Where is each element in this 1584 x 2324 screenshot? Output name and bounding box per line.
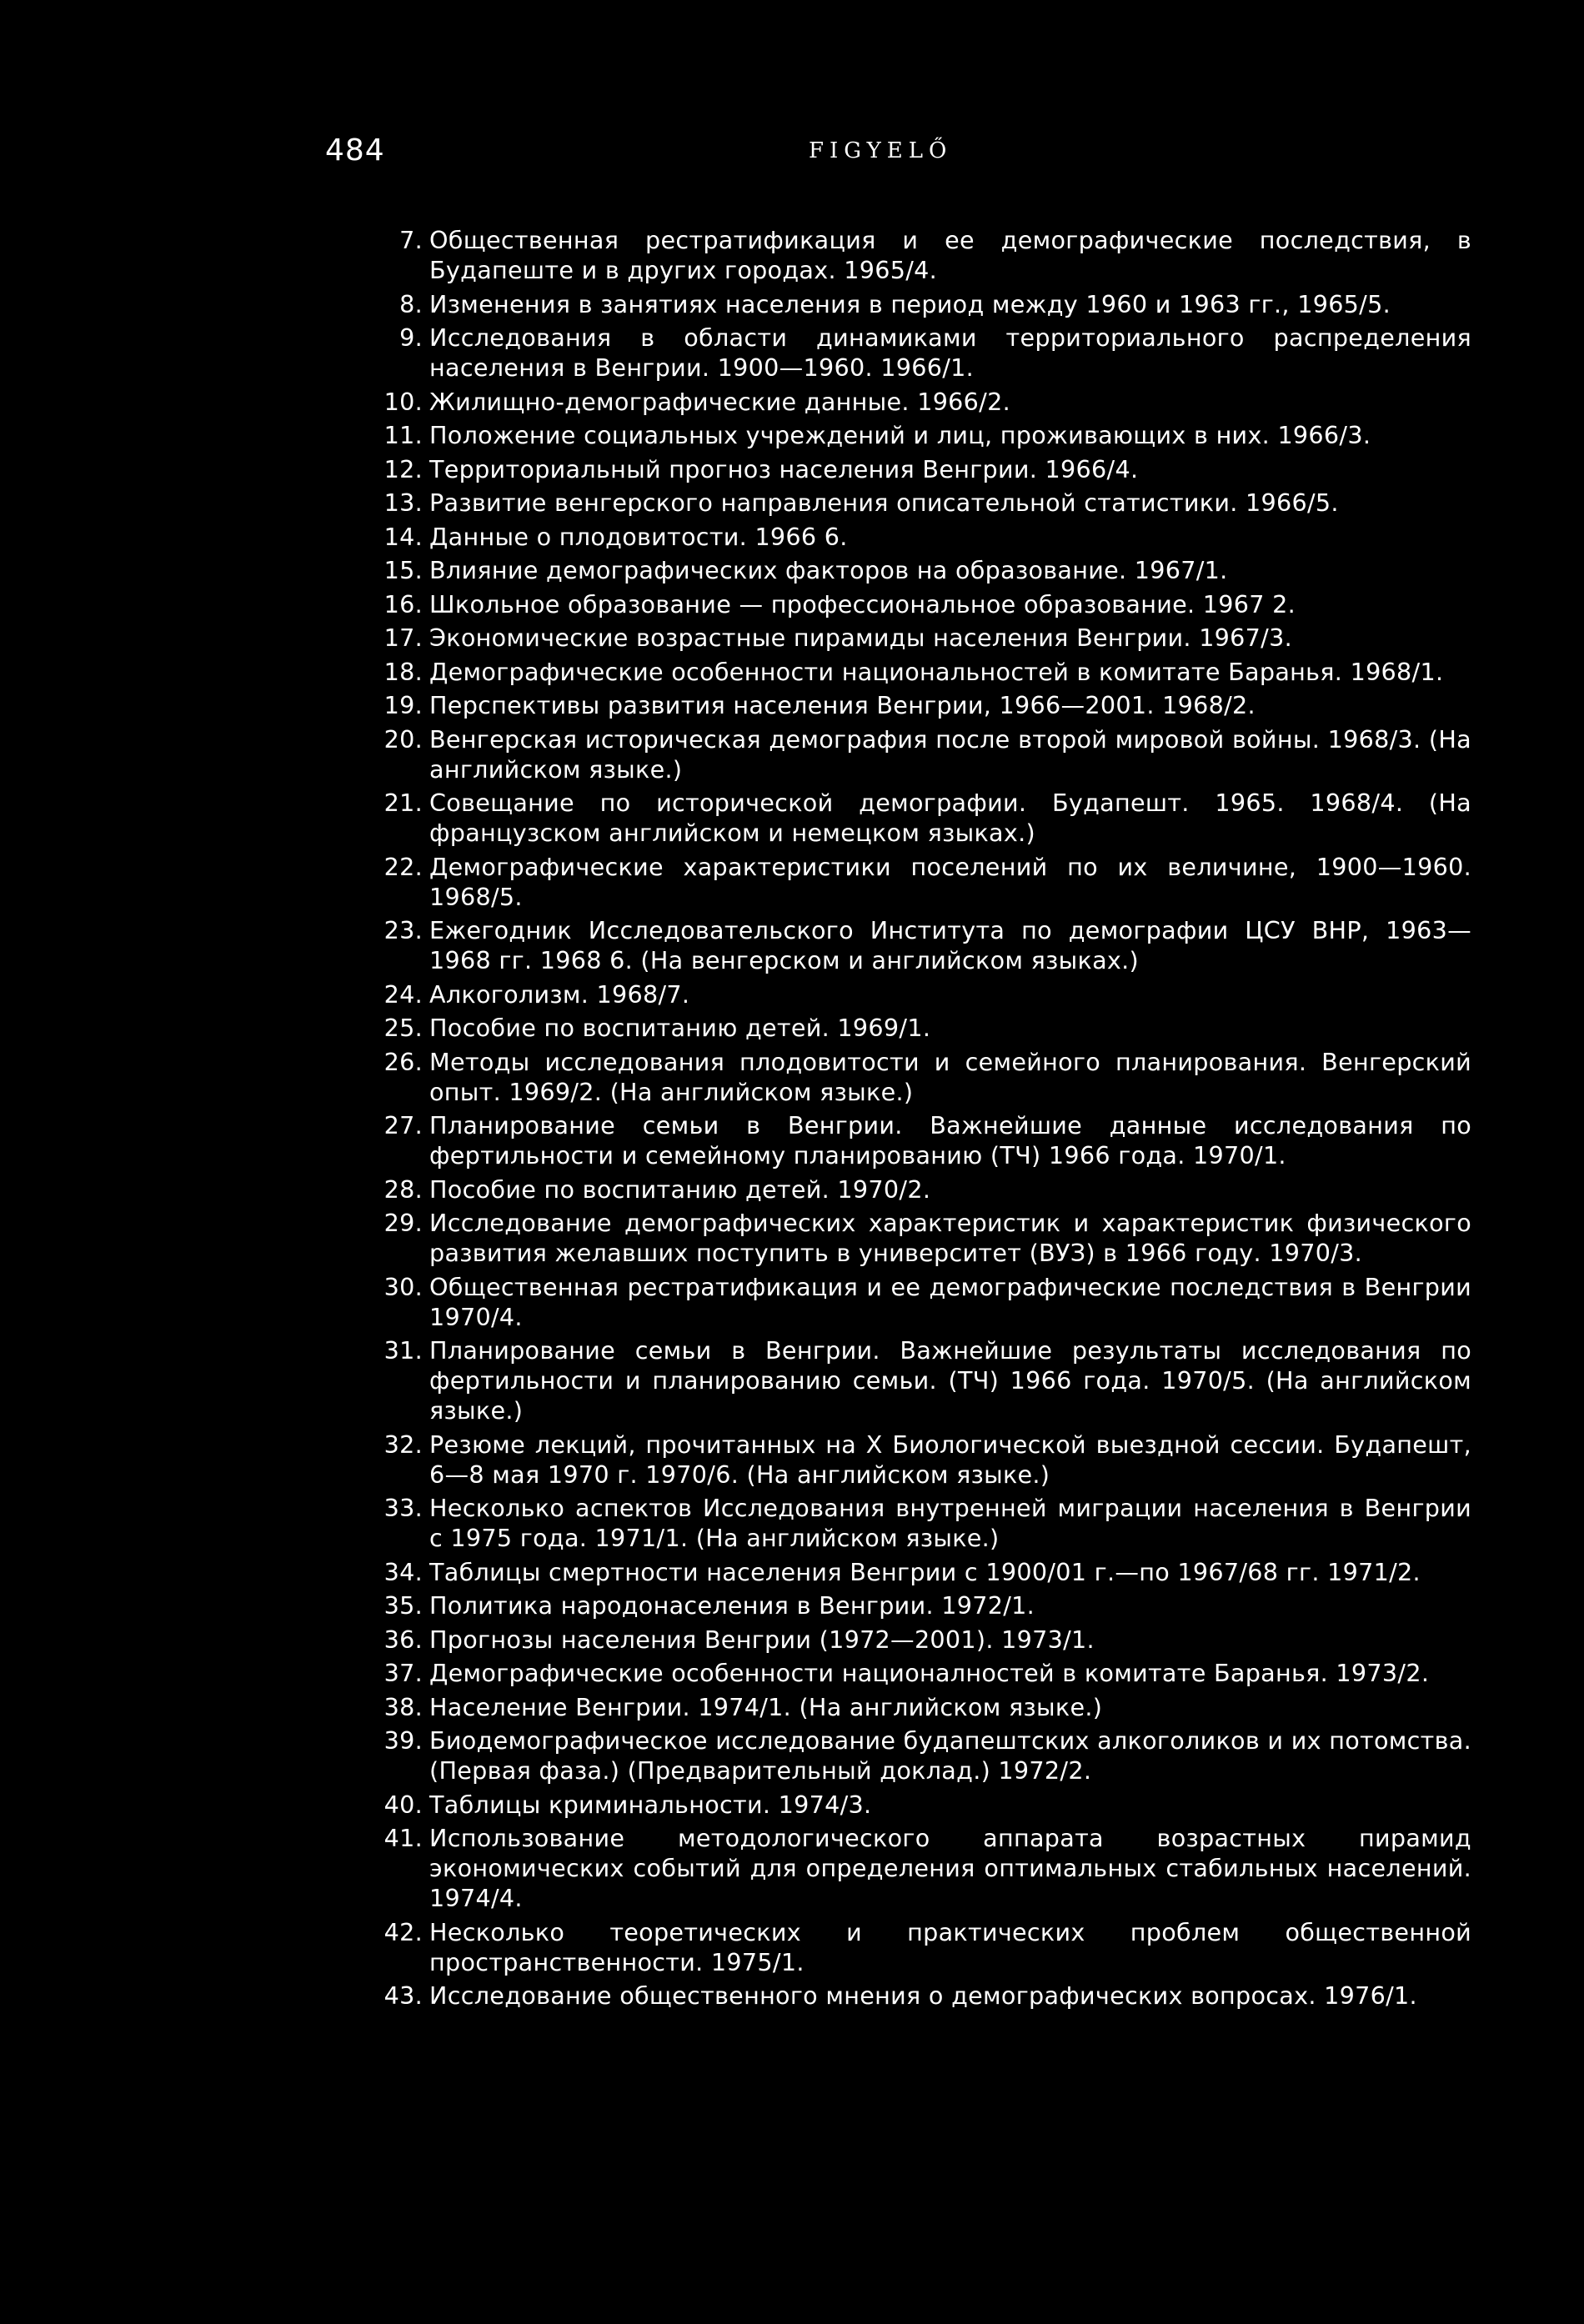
entry-number: 19.	[383, 691, 423, 719]
list-item	[379, 657, 1471, 687]
entry-text: Ежегодник Исследовательского Института по демографии ЦСУ ВНР, 1963—1968 гг. 1968 6. (На венгерском и английском языках.)	[429, 916, 1471, 974]
list-item	[379, 1430, 1471, 1490]
list-item	[379, 1047, 1471, 1107]
entry-text: Планирование семьи в Венгрии. Важнейшие результаты исследования по фертильности и планированию семьи. (ТЧ) 1966 года. 1970/5. (На английском языке.)	[429, 1336, 1471, 1425]
list-item	[379, 852, 1471, 912]
entry-text: Общественная рестратификация и ее демографические последствия, в Будапеште и в других городах. 1965/4.	[429, 226, 1471, 284]
list-item	[379, 915, 1471, 975]
entry-number: 39.	[383, 1726, 423, 1755]
entry-text: Методы исследования плодовитости и семейного планирования. Венгерский опыт. 1969/2. (На английском языке.)	[429, 1047, 1471, 1106]
list-item	[379, 1335, 1471, 1425]
publication-list	[379, 225, 1471, 2015]
entry-number: 29.	[383, 1209, 423, 1237]
list-item	[379, 1590, 1471, 1620]
list-item	[379, 1557, 1471, 1587]
list-item	[379, 1981, 1471, 2011]
entry-text: Положение социальных учреждений и лиц, проживающих в них. 1966/3.	[429, 421, 1371, 449]
entry-text: Несколько теоретических и практических проблем общественной пространственности. 1975/1.	[429, 1917, 1471, 1976]
entry-number: 18.	[383, 657, 423, 686]
list-item	[379, 555, 1471, 585]
list-item	[379, 1917, 1471, 1977]
list-item	[379, 454, 1471, 484]
entry-number: 26.	[383, 1047, 423, 1076]
entry-number: 42.	[383, 1917, 423, 1946]
list-item	[379, 1790, 1471, 1820]
list-item	[379, 589, 1471, 619]
page-header	[325, 133, 1492, 175]
entry-number: 36.	[383, 1625, 423, 1654]
entry-number: 15.	[383, 556, 423, 584]
entry-text: Пособие по воспитанию детей. 1969/1.	[429, 1014, 931, 1042]
entry-number: 41.	[383, 1824, 423, 1852]
entry-text: Таблицы смертности населения Венгрии с 1900/01 г.—по 1967/68 гг. 1971/2.	[429, 1557, 1421, 1586]
entry-number: 10.	[383, 387, 423, 416]
entry-text: Исследование общественного мнения о демографических вопросах. 1976/1.	[429, 1981, 1417, 2010]
entry-number: 31.	[383, 1336, 423, 1365]
list-item	[379, 420, 1471, 450]
entry-text: Таблицы криминальности. 1974/3.	[429, 1790, 872, 1819]
entry-text: Общественная рестратификация и ее демографические последствия в Венгрии 1970/4.	[429, 1272, 1471, 1331]
list-item	[379, 1013, 1471, 1043]
list-item	[379, 1658, 1471, 1688]
list-item	[379, 1823, 1471, 1913]
list-item	[379, 1272, 1471, 1332]
entry-number: 22.	[383, 852, 423, 881]
entry-number: 12.	[383, 454, 423, 483]
entry-text: Использование методологического аппарата возрастных пирамид экономических событий для определения оптимальных стабильных населений. 1974/4.	[429, 1824, 1471, 1912]
entry-number: 34.	[383, 1557, 423, 1586]
list-item	[379, 690, 1471, 720]
entry-number: 43.	[383, 1981, 423, 2010]
entry-text: Перспективы развития населения Венгрии, 1966—2001. 1968/2.	[429, 691, 1256, 719]
entry-number: 24.	[383, 979, 423, 1009]
entry-text: Резюме лекций, прочитанных на X Биологической выездной сессии. Будапешт, 6—8 мая 1970 г. 1970/6. (На английском языке.)	[429, 1430, 1471, 1489]
entry-number: 32.	[383, 1430, 423, 1459]
running-head: FIGYELŐ	[809, 138, 953, 163]
entry-number: 30.	[383, 1272, 423, 1301]
list-item	[379, 1110, 1471, 1170]
entry-number: 21.	[383, 789, 423, 817]
entry-text: Территориальный прогноз населения Венгрии. 1966/4.	[429, 454, 1139, 483]
entry-text: Политика народонаселения в Венгрии. 1972/1.	[429, 1591, 1035, 1620]
entry-text: Алкоголизм. 1968/7.	[429, 979, 690, 1009]
entry-number: 33.	[383, 1494, 423, 1522]
entry-text: Исследования в области динамиками территориального распределения населения в Венгрии. 1900—1960. 1966/1.	[429, 323, 1471, 382]
list-item	[379, 387, 1471, 417]
list-item	[379, 488, 1471, 518]
entry-text: Жилищно-демографические данные. 1966/2.	[429, 387, 1010, 416]
list-item	[379, 1208, 1471, 1268]
entry-text: Школьное образование — профессиональное образование. 1967 2.	[429, 589, 1296, 619]
entry-text: Планирование семьи в Венгрии. Важнейшие данные исследования по фертильности и семейному планированию (ТЧ) 1966 года. 1970/1.	[429, 1111, 1471, 1170]
entry-number: 9.	[399, 323, 423, 352]
entry-number: 13.	[383, 488, 423, 517]
list-item	[379, 623, 1471, 653]
entry-text: Венгерская историческая демография после второй мировой войны. 1968/3. (На английском языке.)	[429, 724, 1471, 784]
list-item	[379, 1725, 1471, 1786]
entry-text: Население Венгрии. 1974/1. (На английском языке.)	[429, 1692, 1103, 1721]
list-item	[379, 1692, 1471, 1722]
entry-text: Несколько аспектов Исследования внутренней миграции населения в Венгрии с 1975 года. 1971/1. (На английском языке.)	[429, 1494, 1471, 1552]
list-item	[379, 1493, 1471, 1553]
entry-text: Демографические особенности национальностей в комитате Баранья. 1968/1.	[429, 657, 1444, 686]
entry-text: Демографические особенности националностей в комитате Баранья. 1973/2.	[429, 1659, 1430, 1687]
list-item	[379, 1175, 1471, 1205]
entry-text: Влияние демографических факторов на образование. 1967/1.	[429, 556, 1228, 584]
list-item	[379, 289, 1471, 319]
entry-number: 27.	[383, 1111, 423, 1139]
entry-number: 14.	[383, 522, 423, 551]
entry-text: Исследование демографических характеристик и характеристик физического развития желавших поступить в университет (ВУЗ) в 1966 году. 1970/3.	[429, 1209, 1471, 1267]
list-item	[379, 979, 1471, 1009]
list-item	[379, 225, 1471, 285]
list-item	[379, 522, 1471, 552]
entry-text: Прогнозы населения Венгрии (1972—2001). 1973/1.	[429, 1625, 1095, 1654]
entry-number: 17.	[383, 624, 423, 652]
entry-number: 16.	[383, 589, 423, 619]
page-number: 484	[325, 133, 385, 168]
entry-number: 38.	[383, 1692, 423, 1721]
entry-number: 20.	[383, 724, 423, 754]
entry-number: 8.	[399, 289, 423, 318]
entry-number: 37.	[383, 1659, 423, 1687]
entry-text: Биодемографическое исследование будапештских алкоголиков и их потомства. (Первая фаза.) (Предварительный доклад.) 1972/2.	[429, 1726, 1471, 1785]
list-item	[379, 1625, 1471, 1655]
entry-text: Изменения в занятиях населения в период между 1960 и 1963 гг., 1965/5.	[429, 289, 1391, 318]
entry-text: Развитие венгерского направления описательной статистики. 1966/5.	[429, 488, 1339, 517]
entry-number: 35.	[383, 1591, 423, 1620]
entry-number: 23.	[383, 916, 423, 944]
entry-number: 7.	[399, 226, 423, 254]
entry-text: Данные о плодовитости. 1966 6.	[429, 522, 848, 551]
list-item	[379, 724, 1471, 784]
entry-number: 28.	[383, 1175, 423, 1204]
list-item	[379, 788, 1471, 848]
entry-number: 11.	[383, 421, 423, 449]
list-item	[379, 323, 1471, 383]
entry-text: Пособие по воспитанию детей. 1970/2.	[429, 1175, 931, 1204]
entry-text: Совещание по исторической демографии. Будапешт. 1965. 1968/4. (На французском английском и немецком языках.)	[429, 789, 1471, 847]
entry-number: 25.	[383, 1014, 423, 1042]
entry-text: Демографические характеристики поселений по их величине, 1900—1960. 1968/5.	[429, 852, 1471, 911]
entry-text: Экономические возрастные пирамиды населения Венгрии. 1967/3.	[429, 624, 1292, 652]
entry-number: 40.	[383, 1790, 423, 1819]
